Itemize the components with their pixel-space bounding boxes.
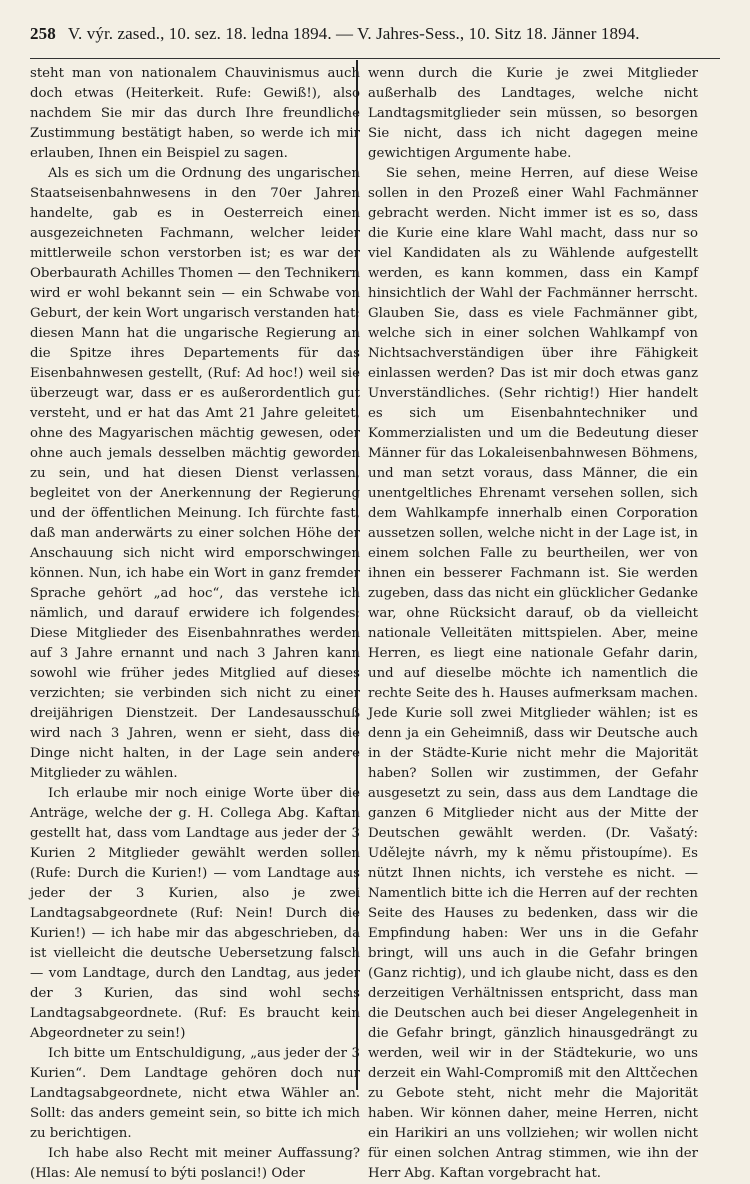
right-column xyxy=(368,64,698,1184)
paragraph: steht man von nationalem Chauvinismus auch doch etwas (Heiterkeit. Rufe: Gewiß!), also nachdem Sie mir das durch Ihre freundliche Zustimmung bestätigt haben, so werde ich mir erlauben, Ihnen ein Beispiel zu sagen. xyxy=(30,66,360,161)
header-title: V. výr. zased., 10. sez. 18. ledna 1894. — V. Jahres-Sess., 10. Sitz 18. Jänner 1894. xyxy=(67,24,640,43)
paragraph: Ich erlaube mir noch einige Worte über die Anträge, welche der g. H. Collega Abg. Kaftan gestellt hat, dass vom Landtage aus jeder der 3 Kurien 2 Mitglieder gewählt werden sollen (Rufe: Durch die Kurien!) — vom Landtage aus jeder der 3 Kurien, also je zwei Landtagsabgeordnete (Ruf: Nein! Durch die Kurien!) — ich habe mir das abgeschrieben, da ist vielleicht die deutsche Uebersetzung falsch — vom Landtage, durch den Landtag, aus jeder der 3 Kurien, das sind wohl sechs Landtagsabgeordnete. (Ruf: Es braucht kein Abgeordneter zu sein!) xyxy=(30,786,360,1041)
paragraph: Ich bitte um Entschuldigung, „aus jeder der 3 Kurien“. Dem Landtage gehören doch nur Landtagsabgeordnete, nicht etwa Wähler an. Sollt: das anders gemeint sein, so bitte ich mich zu berichtigen. xyxy=(30,1046,360,1141)
header-rule xyxy=(30,58,720,59)
page-number: 258 xyxy=(30,24,56,43)
paragraph: wenn durch die Kurie je zwei Mitglieder außerhalb des Landtages, welche nicht Landtagsmitglieder sein müssen, so besorgen Sie nicht, dass ich nicht dagegen meine gewichtigen Argumente habe. xyxy=(368,66,698,161)
page-header xyxy=(30,24,720,50)
left-column xyxy=(30,64,360,1184)
paragraph: Ich habe also Recht mit meiner Auffassung? (Hlas: Ale nemusí to býti poslanci!) Oder xyxy=(30,1146,360,1181)
paragraph: Als es sich um die Ordnung des ungarischen Staatseisenbahnwesens in den 70er Jahren handelte, gab es in Oesterreich einen ausgezeichneten Fachmann, welcher leider mittlerweile schon verstorben ist; es war der Oberbaurath Achilles Thomen — den Technikern wird er wohl bekannt sein — ein Schwabe von Geburt, der kein Wort ungarisch verstanden hat; diesen Mann hat die ungarische Regierung an die Spitze ihres Departements für das Eisenbahnwesen gestellt, (Ruf: Ad hoc!) weil sie überzeugt war, dass er es außerordentlich gut versteht, und er hat das Amt 21 Jahre geleitet, ohne des Magyarischen mächtig gewesen, oder ohne auch jemals desselben mächtig geworden zu sein, und hat diesen Dienst verlassen, begleitet von der Anerkennung der Regierung und der öffentlichen Meinung. Ich fürchte fast, daß man anderwärts zu einer solchen Höhe der Anschauung sich nicht wird emporschwingen können. Nun, ich habe ein Wort in ganz fremder Sprache gehört „ad hoc“, das verstehe ich nämlich, und darauf erwidere ich folgendes: Diese Mitglieder des Eisenbahnrathes werden auf 3 Jahre ernannt und nach 3 Jahren kann sowohl wie früher jedes Mitglied auf dieses verzichten; sie verbinden sich nicht zu einer dreijährigen Dienstzeit. Der Landesausschuß wird nach 3 Jahren, wenn er sieht, dass die Dinge nicht halten, in der Lage sein andere Mitglieder zu wählen. xyxy=(30,166,360,781)
paragraph: Sie sehen, meine Herren, auf diese Weise sollen in den Prozeß einer Wahl Fachmänner gebracht werden. Nicht immer ist es so, dass die Kurie eine klare Wahl macht, dass nur so viel Kandidaten als zu Wählende aufgestellt werden, es kann kommen, dass ein Kampf hinsichtlich der Wahl der Fachmänner herrscht. Glauben Sie, dass es viele Fachmänner gibt, welche sich in einer solchen Wahlkampf von Nichtsachverständigen über ihre Fähigkeit einlassen werden? Das ist mir doch etwas ganz Unverständliches. (Sehr richtig!) Hier handelt es sich um Eisenbahntechniker und Kommerzialisten und um die Bedeutung dieser Männer für das Lokaleisenbahnwesen Böhmens, und man setzt voraus, dass Männer, die ein unentgeltliches Ehrenamt versehen sollen, sich dem Wahlkampfe innerhalb einen Corporation aussetzen sollen, welche nicht in der Lage ist, in einem solchen Falle zu beurtheilen, wer von ihnen ein besserer Fachmann ist. Sie werden zugeben, dass das nicht ein glücklicher Gedanke war, ohne Rücksicht darauf, ob da vielleicht nationale Velleitäten mittspielen. Aber, meine Herren, es liegt eine nationale Gefahr darin, und auf dieselbe möchte ich namentlich die rechte Seite des h. Hauses aufmerksam machen. Jede Kurie soll zwei Mitglieder wählen; ist es denn ja ein Geheimniß, dass wir Deutsche auch in der Städte-Kurie nicht mehr die Majorität haben? Sollen wir zustimmen, der Gefahr ausgesetzt zu sein, dass aus dem Landtage die ganzen 6 Mitglieder nicht aus der Mitte der Deutschen gewählt werden. (Dr. Vašatý: Udělejte návrh, my k němu přistoupíme). Es nützt Ihnen nichts, ich verstehe es nicht. — Namentlich bitte ich die Herren auf der rechten Seite des Hauses zu bedenken, dass wir die Empfindung haben: Wer uns in die Gefahr bringt, will uns auch in die Gefahr bringen (Ganz richtig), und ich glaube nicht, dass es den derzeitigen Verhältnissen entspricht, dass man die Deutschen auch bei dieser Angelegenheit in die Gefahr bringt, gänzlich hinausgedrängt zu werden, weil wir in der Städtekurie, wo uns derzeit ein Wahl-Compromiß mit den Alttčechen zu Gebote steht, nicht mehr die Majorität haben. Wir können daher, meine Herren, nicht ein Harikiri an uns vollziehen; wir wollen nicht für einen solchen Antrag stimmen, wie ihn der Herr Abg. Kaftan vorgebracht hat. xyxy=(368,166,698,1181)
